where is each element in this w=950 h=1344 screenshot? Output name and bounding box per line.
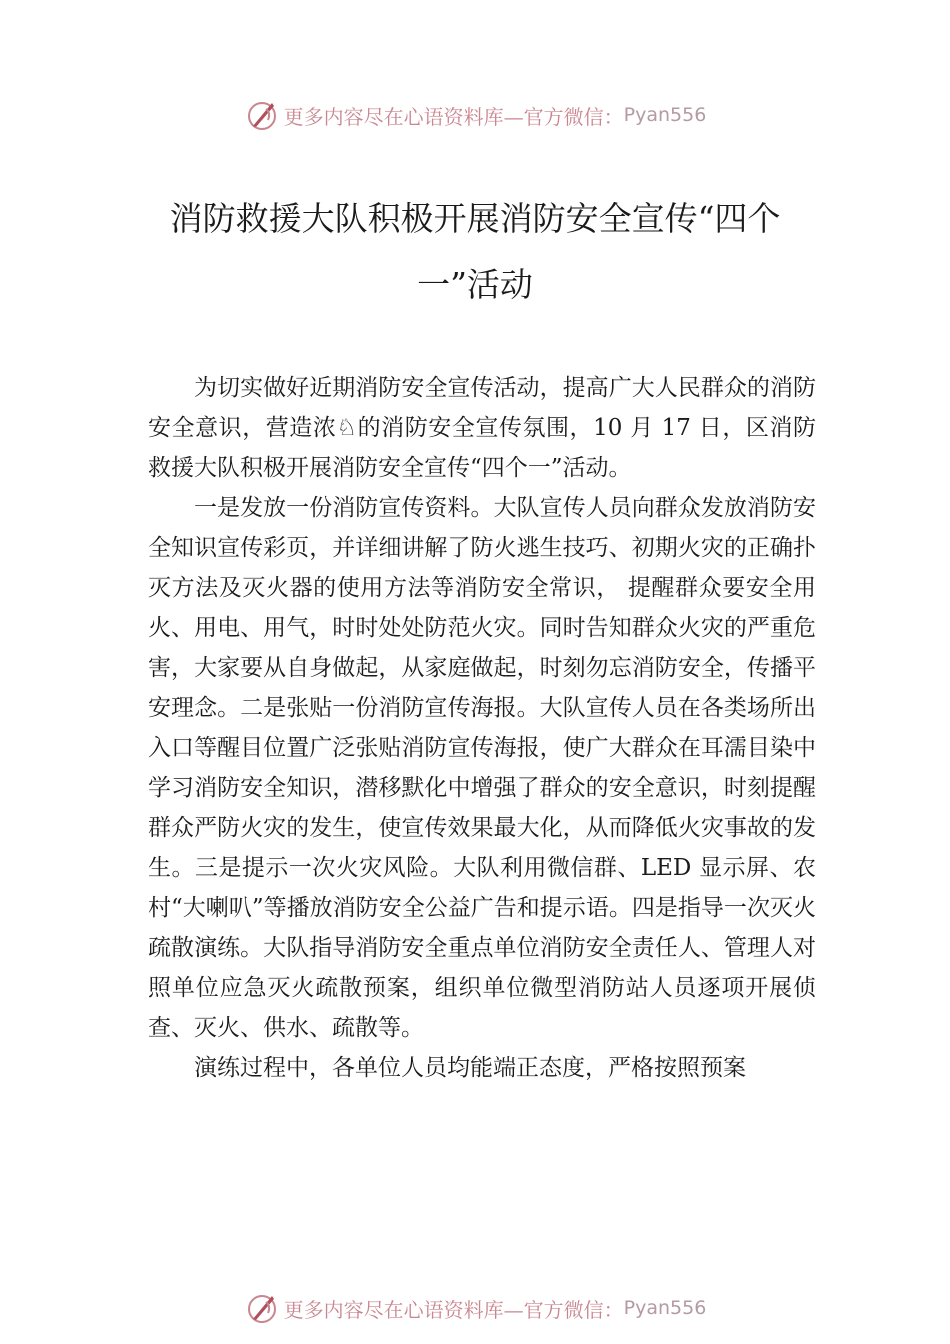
watermark-text: 更多内容尽在心语资料库—官方微信： <box>283 1297 624 1322</box>
paragraph-drill: 演练过程中，各单位人员均能端正态度，严格按照预案 <box>194 1055 746 1081</box>
watermark-wechat-id: Pyan556 <box>623 1297 707 1319</box>
quill-logo-icon <box>244 1290 280 1326</box>
quill-logo-icon <box>244 97 280 133</box>
paragraph-intro: 为切实做好近期消防安全宣传活动，提高广大人民群众的消防安全意识，营造浓♘的消防安全宣传氛围，10 月 17 日，区消防救援大队积极开展消防安全宣传“四个一”活动。 <box>148 375 816 481</box>
watermark-footer <box>0 1288 950 1328</box>
watermark-text: 更多内容尽在心语资料库—官方微信： <box>283 104 624 129</box>
watermark-header <box>0 95 950 135</box>
article-body <box>148 368 816 1088</box>
paragraph-activities: 一是发放一份消防宣传资料。大队宣传人员向群众发放消防安全知识宣传彩页，并详细讲解了防火逃生技巧、初期火灾的正确扑灭方法及灭火器的使用方法等消防安全常识， 提醒群众要安全用火、用电、用气，时时处处防范火灾。同时告知群众火灾的严重危害，大家要从自身做起，从家庭做起，时刻勿忘消防安全，传播平安理念。二是张贴一份消防宣传海报。大队宣传人员在各类场所出入口等醒目位置广泛张贴消防宣传海报，使广大群众在耳濡目染中学习消防安全知识，潜移默化中增强了群众的安全意识，时刻提醒群众严防火灾的发生，使宣传效果最大化，从而降低火灾事故的发生。三是提示一次火灾风险。大队利用微信群、LED 显示屏、农村“大喇叭”等播放消防安全公益广告和提示语。四是指导一次灭火疏散演练。大队指导消防安全重点单位消防安全责任人、管理人对照单位应急灭火疏散预案，组织单位微型消防站人员逐项开展侦查、灭火、供水、疏散等。 <box>148 495 816 1041</box>
watermark-wechat-id: Pyan556 <box>623 104 707 126</box>
article-title: 消防救援大队积极开展消防安全宣传“四个一”活动 <box>169 199 781 304</box>
